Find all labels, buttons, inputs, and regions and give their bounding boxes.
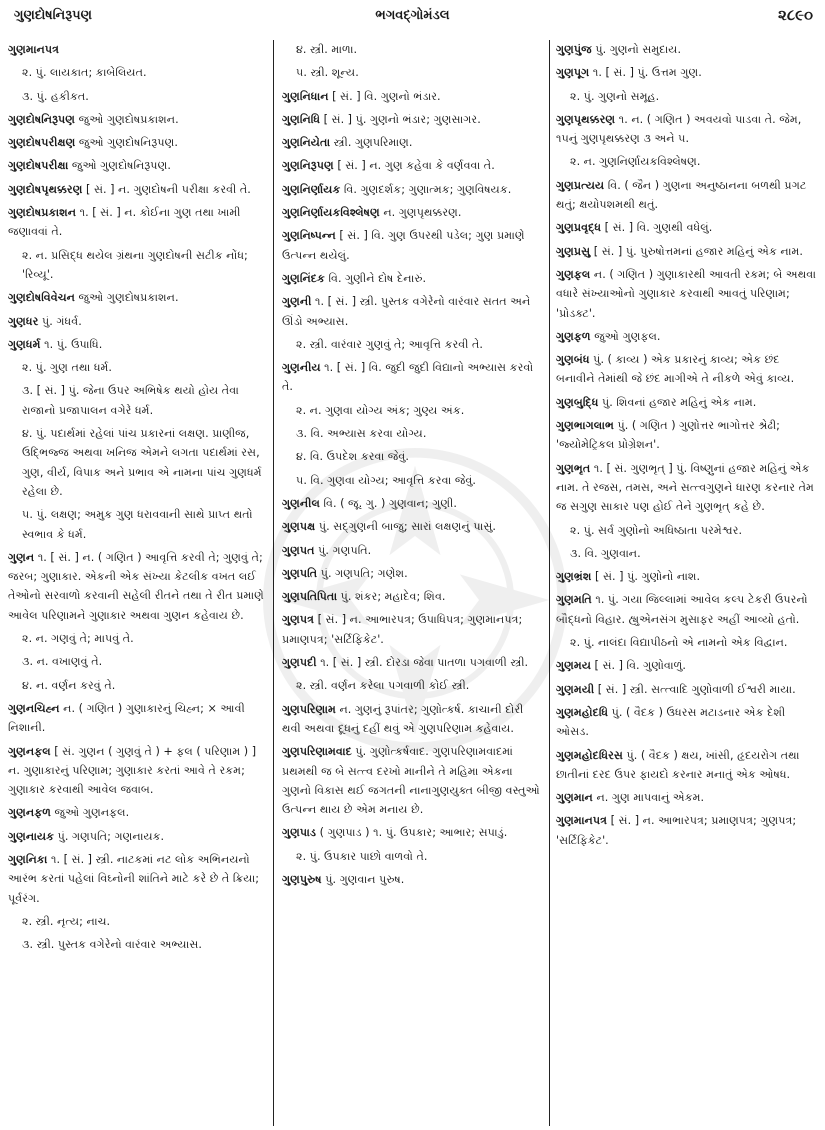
dictionary-entry (556, 218, 818, 237)
definition-text: ૧. ન. ( ગણિત ) અવયવો પાડવા તે. જેમ, ૧૫નું ગુણપૃથક્કરણ ૩ અને ૫. (556, 112, 802, 146)
headword: ગુણપરિણામવાદ (282, 745, 352, 759)
headword: ગુણપ્રવૃદ્ધ (556, 221, 602, 235)
headword: ગુણબુદ્ધિ (556, 395, 599, 409)
dictionary-entry (282, 823, 544, 842)
headword: ગુણનિધિ (282, 112, 321, 126)
dictionary-entry (556, 242, 818, 261)
headword: ગુણનિર્ણાયકવિશ્લેષણ (282, 206, 380, 220)
dictionary-entry (282, 269, 544, 288)
sub-definition (556, 633, 818, 652)
definition-text: ૫. પું. લક્ષણ; અમુક ગુણ ધરાવવાની સાથે પ્રાપ્ત થતો સ્વભાવ કે ધર્મ. (22, 508, 253, 541)
definition-text: જુઓ ગુણદોષપ્રકાશન. (75, 112, 179, 126)
definition-text: પું. ગુણવાન પુરુષ. (321, 872, 405, 886)
sub-definition (556, 152, 818, 171)
dictionary-entry (282, 541, 544, 560)
sub-definition (282, 335, 544, 354)
definition-text: [ સં. ] પું. ગુણનો ભંડાર; ગુણસાગર. (320, 112, 481, 126)
definition-text: વિ. ( જૈન ) ગુણના અનુષ્ઠાનના બળથી પ્રગટ થતું; ક્ષયોપશમથી થતું. (556, 178, 807, 212)
headword: ગુણનિયેતા (282, 136, 331, 150)
sub-definition (282, 40, 544, 59)
definition-text: ૩. [ સં. ] પું. જેના ઉપર અભિષેક થયો હોય તેવા રાજાનો પ્રજાપાલન વગેરે ધર્મ. (22, 384, 239, 417)
dictionary-entry (8, 699, 268, 738)
headword: ગુણપુંજ (556, 43, 592, 56)
dictionary-entry (8, 827, 268, 846)
definition-text: ૪. સ્ત્રી. માળા. (296, 43, 358, 56)
headword: ગુણનીય (282, 361, 321, 375)
dictionary-entry (8, 133, 268, 152)
sub-definition (282, 63, 544, 82)
dictionary-entry (8, 40, 268, 59)
definition-text: પું. ગુણનો સમુદાય. (591, 43, 681, 56)
definition-text: [ સં. ] ન. ગુણ કહેવા કે વર્ણવવા તે. (333, 159, 495, 173)
definition-text: ૧. [ સં. ] સ્ત્રી. પુસ્તક વગેરેનો વારંવાર સતત અને ઊંડો અભ્યાસ. (282, 295, 531, 328)
sub-definition (8, 63, 268, 82)
headword: ગુણધર (8, 314, 39, 328)
definition-text: પું. ગુણોત્કર્ષવાદ. ગુણપરિણામવાદમાં પ્રથમથી જ બે સત્ત્વ દરખો માનીને તે મહિમા એકના ગુણનો વિકાસ થઈ જગતની નાનાગુણયુક્ત બીજી વસ્તુઓ ઉત્પન્ન થાય છે એમ મનાય છે. (282, 745, 540, 817)
headword: ગુણનફળ (8, 806, 51, 820)
headword: ગુણનિષ્પન્ન (282, 229, 336, 243)
headword: ગુણબંધ (556, 353, 590, 367)
definition-text: ૪. ન. વર્ણન કરવું તે. (22, 678, 116, 692)
headword: ગુણફલ (556, 267, 591, 281)
definition-text: [ સં. ] પું. ગુણોનો નાશ. (591, 570, 701, 584)
dictionary-entry (282, 700, 544, 739)
definition-text: ૨. સ્ત્રી. વારંવાર ગુણવું તે; આવૃત્તિ કરવી તે. (296, 337, 483, 351)
dictionary-entry (282, 87, 544, 106)
running-head-left: ગુણદોષનિરૂપણ (14, 8, 92, 23)
headword: ગુણદોષપ્રકાશન (8, 206, 77, 220)
definition-text: જુઓ ગુણદોષનિરૂપણ. (75, 136, 178, 150)
dictionary-entry (556, 680, 818, 699)
dictionary-entry (556, 656, 818, 675)
headword: ગુણભૃત (556, 461, 591, 475)
definition-text: પું. ( કાવ્ય ) એક પ્રકારનું કાવ્ય; એક છંદ બનાવીને તેમાંથી જે છંદ માગીએ તે નીકળે એવું કાવ્ય. (556, 353, 795, 386)
headword: ગુણપક્ષ (282, 520, 316, 534)
definition-text: ૧. [ સં. ] ન. ( ગણિત ) આવૃત્તિ કરવી તે; ગુણવું તે; જરબ; ગુણાકાર. એકની એક સંખ્યા કેટલીક વખત લઈ તેઓનો સરવાળો કરવાની સહેલી રીતને તથા તે રીત પ્રમાણે આવેલ પરિણામને ગુણાકાર અથવા ગુણન કહેવાય છે. (8, 550, 264, 622)
dictionary-entry (556, 811, 818, 850)
dictionary-entry (8, 742, 268, 800)
definition-text: ૧. પું. ગયા જિલ્લામાં આવેલ કલ્પ ટેકરી ઉપરનો બૌદ્ધનો વિહાર. હ્યુએનસંગ મુસાફર અહીં આવ્યો હતો. (556, 593, 808, 626)
definition-text: ૧. પું. ઉપાધિ. (40, 337, 103, 351)
definition-text: ૨. પું. ગુણ તથા ધર્મ. (22, 361, 112, 375)
definition-text: ન. ( ગણિત ) ગુણાકારથી આવતી રકમ; બે અથવા વધારે સંખ્યાઓનો ગુણાકાર કરવાથી આવતું પરિણામ; 'પ્રોડક્ટ'. (556, 267, 816, 320)
definition-text: ૨. સ્ત્રી. નૃત્ય; નાચ. (22, 914, 111, 928)
headword: ગુણધર્મ (8, 337, 41, 351)
dictionary-entry (8, 288, 268, 307)
definition-text: પું. ગણપતિ; ગણનાયક. (54, 829, 165, 843)
dictionary-entry (282, 610, 544, 649)
headword: ગુણનિકા (8, 852, 48, 866)
definition-text: ૩. વિ. ગુણવાન. (570, 546, 641, 560)
headword: ગુણપૃથક્કરણ (556, 112, 616, 126)
headword: ગુણફળ (556, 329, 591, 343)
dictionary-entry (556, 63, 818, 82)
dictionary-entry (556, 567, 818, 586)
dictionary-entry (282, 203, 544, 222)
sub-definition (282, 401, 544, 420)
headword: ગુણનચિહ્ન (8, 701, 60, 715)
dictionary-entry (282, 742, 544, 819)
dictionary-entry (8, 312, 268, 331)
definition-text: સ્ત્રી. ગુણપરિમાણ. (330, 136, 413, 150)
headword: ગુણપ્રત્યય (556, 178, 605, 192)
dictionary-entry (556, 176, 818, 215)
definition-text: વિ. ગુણદર્શક; ગુણાત્મક; ગુણવિષયક. (340, 182, 512, 196)
sub-definition (556, 521, 818, 540)
definition-text: ૪. વિ. ઉપદેશ કરવા જેવું. (296, 450, 409, 464)
sub-definition (8, 424, 268, 501)
sub-definition (8, 652, 268, 671)
dictionary-entry (556, 265, 818, 323)
headword: ગુણપતિપિતા (282, 590, 338, 604)
headword: ગુણદોષનિરૂપણ (8, 112, 76, 126)
headword: ગુણમય (556, 659, 591, 673)
dictionary-entry (556, 327, 818, 346)
dictionary-entry (556, 350, 818, 389)
dictionary-entry (556, 746, 818, 785)
definition-text: ન. ગુણનું રૂપાંતર; ગુણોત્કર્ષ. કાચાની દોરી થવી અથવા દૂધનું દહીં થવું એ ગુણપરિણામ કહેવાય. (282, 702, 524, 735)
dictionary-entry (282, 870, 544, 889)
dictionary-entry (556, 703, 818, 742)
dictionary-entry (282, 180, 544, 199)
definition-text: ૧. [ સં. ] સ્ત્રી. નાટકમાં નટ લોક અભિનયનો આરંભ કરતાં પહેલાં વિઘ્નોની શાંતિને માટે કરે છે તે ક્રિયા; પૂર્વરંગ. (8, 852, 259, 905)
definition-text: ૨. પું. ઉપકાર પાછો વાળવો તે. (296, 849, 428, 863)
definition-text: ૨. ન. ગુણવા યોગ્ય અંક; ગુણ્ય અંક. (296, 403, 465, 417)
definition-text: જુઓ ગુણનફલ. (50, 806, 130, 820)
definition-text: પું. ( વૈદક ) ક્ષય, ખાંસી, હૃદયરોગ તથા છાતીનાં દરદ ઉપર ફાયદો કરનાર મનાતું એક ઓષધ. (556, 748, 800, 781)
headword: ગુણભાગલાભ (556, 419, 614, 433)
sub-definition (556, 544, 818, 563)
sub-definition (8, 87, 268, 106)
sub-definition (8, 629, 268, 648)
definition-text: પું. ગંધર્વ. (38, 314, 82, 328)
definition-text: ન. ગુણપૃથક્કરણ. (379, 206, 462, 220)
dictionary-entry (8, 203, 268, 242)
headword: ગુણપ્રસુ (556, 244, 591, 258)
dictionary-entry (8, 803, 268, 822)
dictionary-entry (282, 156, 544, 175)
sub-definition (282, 471, 544, 490)
page-number: ૨૮૯૦ (778, 6, 813, 24)
headword: ગુણપદી (282, 656, 317, 670)
definition-text: ૧. [ સં. ] વિ. જુદી જુદી વિદ્યાનો અભ્યાસ કરવો તે. (282, 361, 534, 394)
dictionary-entry (8, 156, 268, 175)
sub-definition (8, 676, 268, 695)
definition-text: ૪. પું. પદાર્થમાં રહેલાં પાંચ પ્રકારનાં લક્ષણ. પ્રાણીજ, ઉદ્ભિજ્જ અથવા ખનિજ એમને લગતા પદાર્થમાં રસ, ગુણ, વીર્ય, વિપાક અને પ્રભાવ એ નામના પાંચ ગુણધર્મ રહેલા છે. (22, 427, 262, 498)
headword: ગુણનિર્ણાયક (282, 182, 341, 196)
definition-text: ૨. પું. નાલંદા વિદ્યાપીઠનો એ નામનો એક વિદ્વાન. (570, 636, 788, 650)
definition-text: પું. ગણપતિ; ગણેશ. (317, 566, 408, 580)
headword: ગુણપુરુષ (282, 872, 322, 886)
dictionary-entry (282, 517, 544, 536)
headword: ગુણપત્ર (282, 613, 315, 627)
dictionary-entry (8, 850, 268, 908)
headword: ગુણપરિણામ (282, 702, 336, 716)
sub-definition (282, 847, 544, 866)
dictionary-entry (8, 110, 268, 129)
definition-text: ૧. [ સં. ગુણભૃત્ ] પું. વિષ્ણુનાં હજાર મહિનું એક નામ. તે રજસ, તમસ, અને સત્ત્વગુણને ધારણ કરનાર તેમ જ સગુણ સાકાર પણ હોઈ તેને ગુણભૃત્ કહે છે. (556, 461, 814, 514)
definition-text: [ સં. ] સ્ત્રી. સત્ત્વાદિ ગુણોવાળી ઈશ્વરી માયા. (594, 682, 796, 696)
dictionary-entry (556, 416, 818, 455)
dictionary-entry (8, 335, 268, 354)
definition-text: [ સં. ગુણન ( ગુણવું તે ) + ફલ ( પરિણામ ) ] ન. ગુણાકારનું પરિણામ; ગુણાકાર કરતાં આવે તે રકમ; ગુણાકાર કરવાથી આવેલ જવાબ. (8, 744, 257, 797)
sub-definition (8, 912, 268, 931)
headword: ગુણદોષપૃથક્કરણ (8, 182, 83, 196)
headword: ગુણમાનપત્ર (8, 43, 60, 56)
dictionary-entry (556, 393, 818, 412)
sub-definition (8, 381, 268, 420)
dictionary-entry (282, 226, 544, 265)
headword: ગુણમયી (556, 682, 595, 696)
dictionary-entry (556, 40, 818, 59)
headword: ગુણનફલ (8, 744, 51, 758)
definition-text: પું. સદ્ગુણની બાજુ; સારાં લક્ષણનું પાસું. (315, 520, 496, 534)
headword: ગુણનિધાન (282, 89, 329, 103)
headword: ગુણનિંદક (282, 271, 325, 285)
sub-definition (8, 505, 268, 544)
definition-text: પું. ગણપતિ. (314, 543, 372, 557)
definition-text: [ સં. ] વિ. ગુણ ઉપરથી પડેલ; ગુણ પ્રમાણે ઉત્પન્ન થયેલું. (282, 229, 525, 262)
definition-text: ૫. વિ. ગુણવા યોગ્ય; આવૃત્તિ કરવા જેવું. (296, 473, 476, 487)
headword: ગુણદોષપરીક્ષા (8, 159, 69, 173)
definition-text: પું. શિવનાં હજાર મહિનું એક નામ. (598, 395, 757, 409)
sub-definition (8, 246, 268, 285)
column-2 (282, 40, 544, 1126)
headword: ગુણનાયક (8, 829, 55, 843)
running-head-title: ભગવદ્ગોમંડલ (375, 8, 450, 23)
definition-text: ૩. ન. વખાણવું તે. (22, 655, 103, 669)
headword: ગુણપત (282, 543, 315, 557)
column-divider (549, 40, 550, 1126)
definition-text: ૧. [ સં. ] પું. ઉત્તમ ગુણ. (589, 66, 702, 80)
definition-text: ( ગુણપાડ ) ૧. પું. ઉપકાર; આભાર; સપાડું. (316, 826, 508, 840)
definition-text: ૧. [ સં. ] ન. કોઈના ગુણ તથા ખામી જણાવવાં તે. (8, 206, 241, 239)
headword: ગુણપતિ (282, 566, 318, 580)
dictionary-entry (8, 548, 268, 625)
definition-text: ૩. વિ. અભ્યાસ કરવા યોગ્ય. (296, 427, 427, 441)
definition-text: પું. ( વૈદક ) ઉધરસ મટાડનાર એક દેશી ઓસડ. (556, 705, 786, 739)
headword: ગુણનીલ (282, 496, 320, 510)
headword: ગુણપૂગ (556, 66, 590, 80)
definition-text: વિ. ગુણીને દોષ દેનારું. (324, 271, 427, 285)
headword: ગુણન (8, 550, 35, 564)
dictionary-entry (282, 358, 544, 397)
dictionary-entry (282, 494, 544, 513)
dictionary-entry (282, 587, 544, 606)
headword: ગુણદોષપરીક્ષણ (8, 136, 76, 150)
definition-text: [ સં. ] ન. આભારપત્ર; ઉપાધિપત્ર; ગુણમાનપત્ર; પ્રમાણપત્ર; 'સર્ટિફિકેટ'. (282, 613, 523, 646)
dictionary-entry (282, 564, 544, 583)
definition-text: [ સં. ] વિ. ગુણોવાળું. (590, 659, 686, 673)
definition-text: ૨. સ્ત્રી. વર્ણન કરેલા પગવાળી કોઈ સ્ત્રી. (296, 679, 470, 693)
page-header (0, 0, 825, 34)
definition-text: ૩. પું. હકીકત. (22, 89, 89, 103)
definition-text: ૫. સ્ત્રી. શૂન્ય. (296, 66, 359, 80)
headword: ગુણદોષવિવેચન (8, 291, 75, 305)
sub-definition (282, 447, 544, 466)
definition-text: જુઓ ગુણદોષપ્રકાશન. (74, 291, 179, 305)
headword: ગુણની (282, 295, 312, 309)
headword: ગુણપાડ (282, 826, 317, 840)
headword: ગુણમહોદધિરસ (556, 748, 623, 762)
dictionary-entry (556, 788, 818, 807)
column-3 (556, 40, 818, 1126)
dictionary-entry (8, 180, 268, 199)
definition-text: [ સં. ] ન. ગુણદોષની પરીક્ષા કરવી તે. (82, 182, 251, 196)
definition-text: ૨. ન. પ્રસિદ્ધ થયેલ ગ્રંથના ગુણદોષની સટીક નોંધ; 'રિવ્યૂ'. (22, 248, 248, 281)
definition-text: ૨. પું. ગુણનો સમૂહ. (570, 89, 660, 103)
definition-text: [ સં. ] ન. આભારપત્ર; પ્રમાણપત્ર; ગુણપત્ર; 'સર્ટિફિકેટ'. (556, 814, 797, 847)
sub-definition (282, 424, 544, 443)
headword: ગુણમાન (556, 791, 593, 805)
definition-text: [ સં. ] પું. પુરુષોત્તમનાં હજાર મહિનું એક નામ. (590, 244, 803, 258)
dictionary-entry (556, 590, 818, 629)
definition-text: ન. ગુણ માપવાનું એકમ. (592, 791, 705, 805)
dictionary-entry (282, 292, 544, 331)
definition-text: વિ. ( જૂ. ગુ. ) ગુણવાન; ગુણી. (319, 496, 457, 510)
definition-text: ૩. સ્ત્રી. પુસ્તક વગેરેનો વારંવાર અભ્યાસ. (22, 938, 202, 952)
headword: ગુણનિરૂપણ (282, 159, 334, 173)
definition-text: ૨. પું. લાયકાત; કાબેલિયત. (22, 66, 147, 80)
definition-text: ૨. ન. ગણવું તે; માપવું તે. (22, 632, 134, 646)
definition-text: પું. ( ગણિત ) ગુણોત્તર ભાગોત્તર શ્રેઢી; 'જ્યોમેટ્રિકલ પ્રોગ્રેશન'. (556, 419, 780, 452)
column-1 (8, 40, 268, 1126)
headword: ગુણમતિ (556, 593, 592, 607)
definition-text: ૨. પું. સર્વ ગુણોનો અધિષ્ઠાતા પરમેશ્વર. (570, 523, 743, 537)
sub-definition (8, 358, 268, 377)
sub-definition (282, 676, 544, 695)
dictionary-entry (282, 133, 544, 152)
dictionary-entry (556, 110, 818, 149)
definition-text: જુઓ ગુણફલ. (590, 329, 661, 343)
definition-text: પું. શંકર; મહાદેવ; શિવ. (337, 590, 446, 604)
headword: ગુણભ્રંશ (556, 570, 592, 584)
sub-definition (8, 935, 268, 954)
headword: ગુણમહોદધિ (556, 705, 609, 719)
definition-text: ૨. ન. ગુણનિર્ણાયકવિશ્લેષણ. (570, 155, 701, 169)
definition-text: ૧. [ સં. ] સ્ત્રી. દોરડા જેવા પાતળા પગવાળી સ્ત્રી. (316, 656, 529, 670)
sub-definition (556, 87, 818, 106)
dictionary-entry (282, 110, 544, 129)
column-divider (273, 40, 274, 1126)
dictionary-entry (556, 459, 818, 517)
headword: ગુણમાનપત્ર (556, 814, 608, 828)
definition-text: જુઓ ગુણદોષનિરૂપણ. (68, 159, 171, 173)
definition-text: ન. ( ગણિત ) ગુણાકારનું ચિહ્ન; × આવી નિશાની. (8, 701, 245, 735)
dictionary-entry (282, 653, 544, 672)
definition-text: [ સં. ] વિ. ગુણનો ભંડાર. (328, 89, 441, 103)
definition-text: [ સં. ] વિ. ગુણથી વધેલું. (601, 221, 713, 235)
